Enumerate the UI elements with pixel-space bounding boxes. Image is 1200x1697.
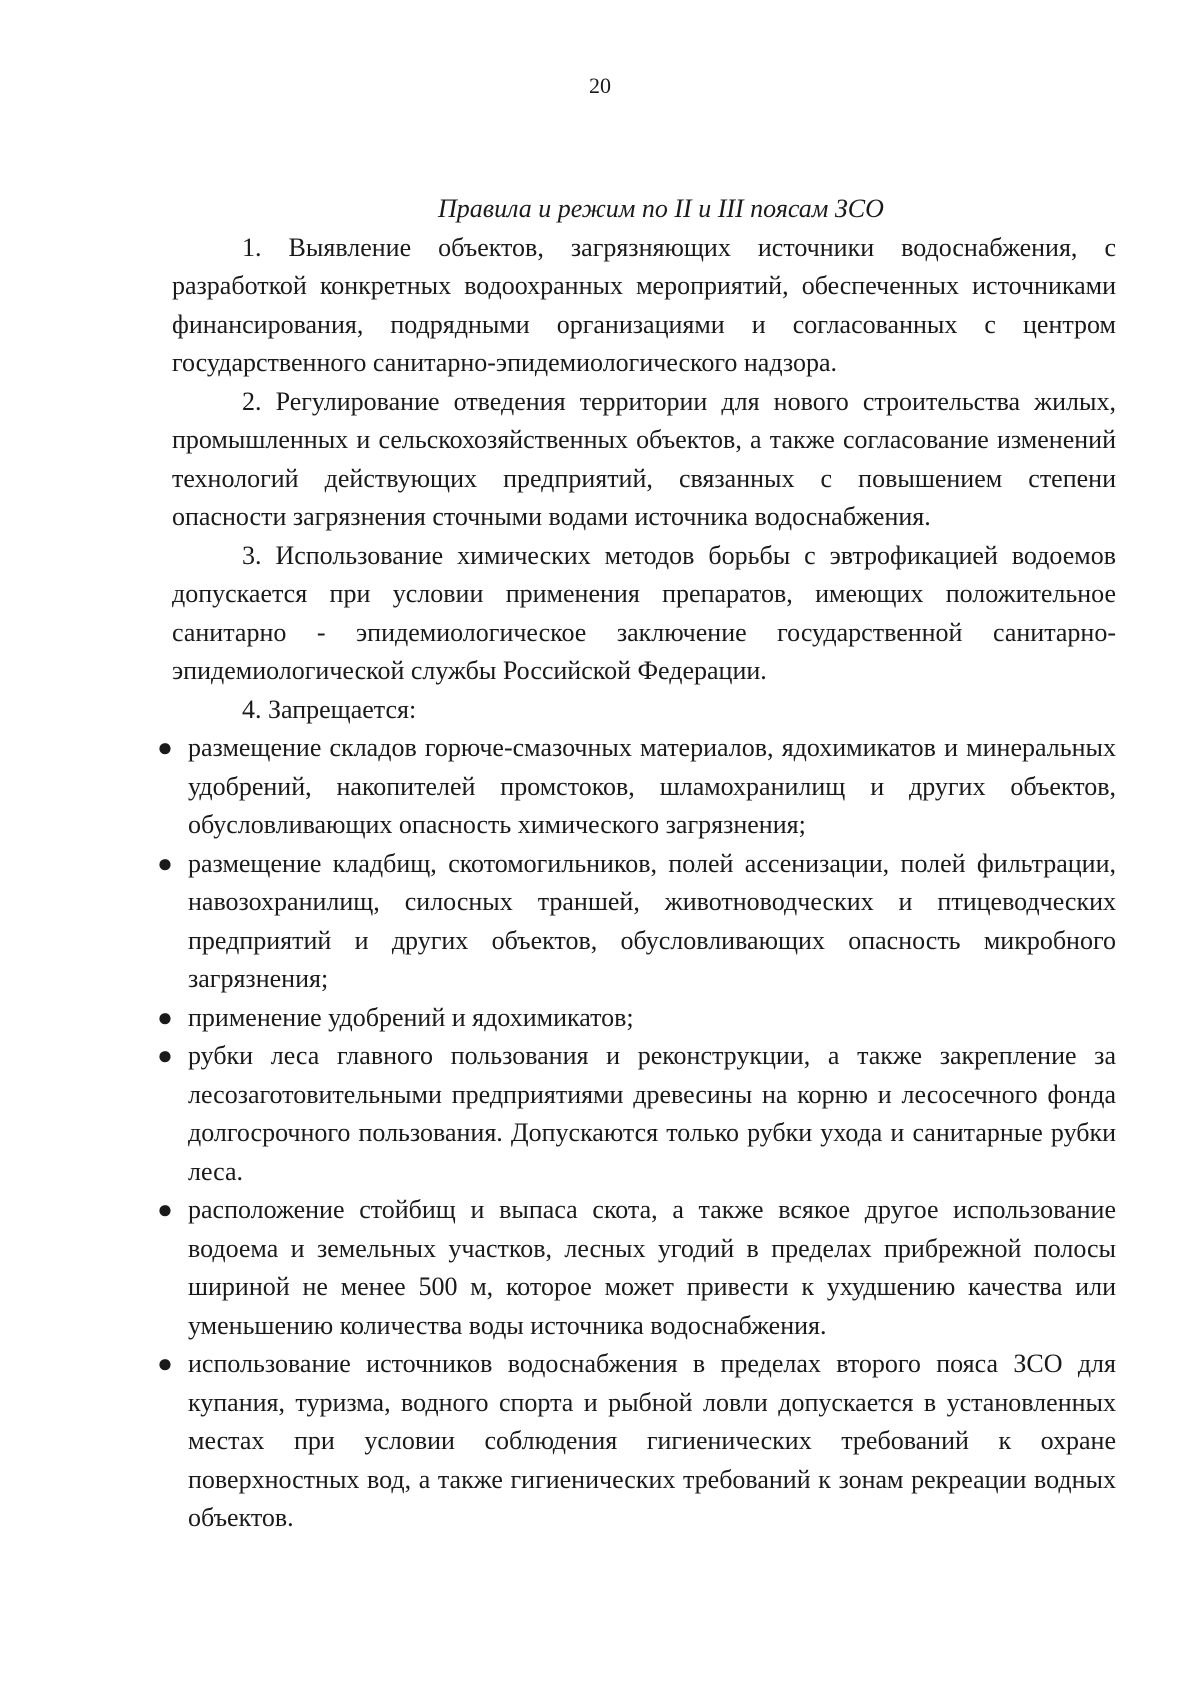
prohibitions-list (157, 729, 1116, 1538)
page-number: 20 (589, 73, 611, 98)
list-item (157, 1345, 1116, 1538)
list-item (157, 729, 1116, 845)
list-item (157, 845, 1116, 999)
paragraph-3: 3. Использование химических методов борьбы с эвтрофикацией водоемов допускается при условии применения препаратов, имеющих положительное санитарно - эпидемиологическое заключение государственной санитарно-эпидемиологической службы Российской Федерации. (172, 540, 1116, 685)
bullet-icon: ● (157, 848, 173, 878)
list-item (157, 1037, 1116, 1191)
bullet-icon: ● (157, 733, 173, 762)
bullet-icon: ● (157, 1349, 173, 1378)
paragraph-2: 2. Регулирование отведения территории для нового строительства жилых, промышленных и сельскохозяйственных объектов, а также согласование изменений технологий действующих предприятий, связанных с повышением степени опасности загрязнения сточными водами источника водоснабжения. (172, 386, 1116, 531)
list-item-text: размещение складов горюче-смазочных материалов, ядохимикатов и минеральных удобрений, накопителей промстоков, шламохранилищ и других объектов, обусловливающих опасность химического загрязнения; (188, 733, 1116, 839)
list-item-text: размещение кладбищ, скотомогильников, полей ассенизации, полей фильтрации, навозохранилищ, силосных траншей, животноводческих и птицеводческих предприятий и других объектов, обусловливающих опасность микробного загрязнения; (188, 848, 1116, 993)
section-heading: Правила и режим по II и III поясам ЗСО (438, 194, 884, 223)
list-item-text: рубки леса главного пользования и реконструкции, а также закрепление за лесозаготовительными предприятиями древесины на корню и лесосечного фонда долгосрочного пользования. Допускаются только рубки ухода и санитарные рубки леса. (188, 1041, 1116, 1186)
paragraph-4: 4. Запрещается: (242, 694, 417, 724)
list-item (157, 999, 1116, 1038)
list-item-text: применение удобрений и ядохимикатов; (188, 1002, 634, 1032)
list-item-text: использование источников водоснабжения в пределах второго пояса ЗСО для купания, туризма, водного спорта и рыбной ловли допускается в установленных местах при условии соблюдения гигиенических требований к охране поверхностных вод, а также гигиенических требований к зонам рекреации водных объектов. (188, 1349, 1116, 1532)
paragraph-1: 1. Выявление объектов, загрязняющих источники водоснабжения, с разработкой конкретных водоохранных мероприятий, обеспеченных источниками финансирования, подрядными организациями и согласованных с центром государственного санитарно-эпидемиологического надзора. (172, 232, 1116, 377)
bullet-icon: ● (157, 1041, 173, 1070)
list-item-text: расположение стойбищ и выпаса скота, а также всякое другое использование водоема и земельных участков, лесных угодий в пределах прибрежной полосы шириной не менее 500 м, которое может привести к ухудшению качества или уменьшению количества воды источника водоснабжения. (188, 1195, 1116, 1340)
bullet-icon: ● (157, 1002, 173, 1032)
document-body (157, 190, 1116, 1538)
list-item (157, 1191, 1116, 1345)
bullet-icon: ● (157, 1195, 173, 1224)
